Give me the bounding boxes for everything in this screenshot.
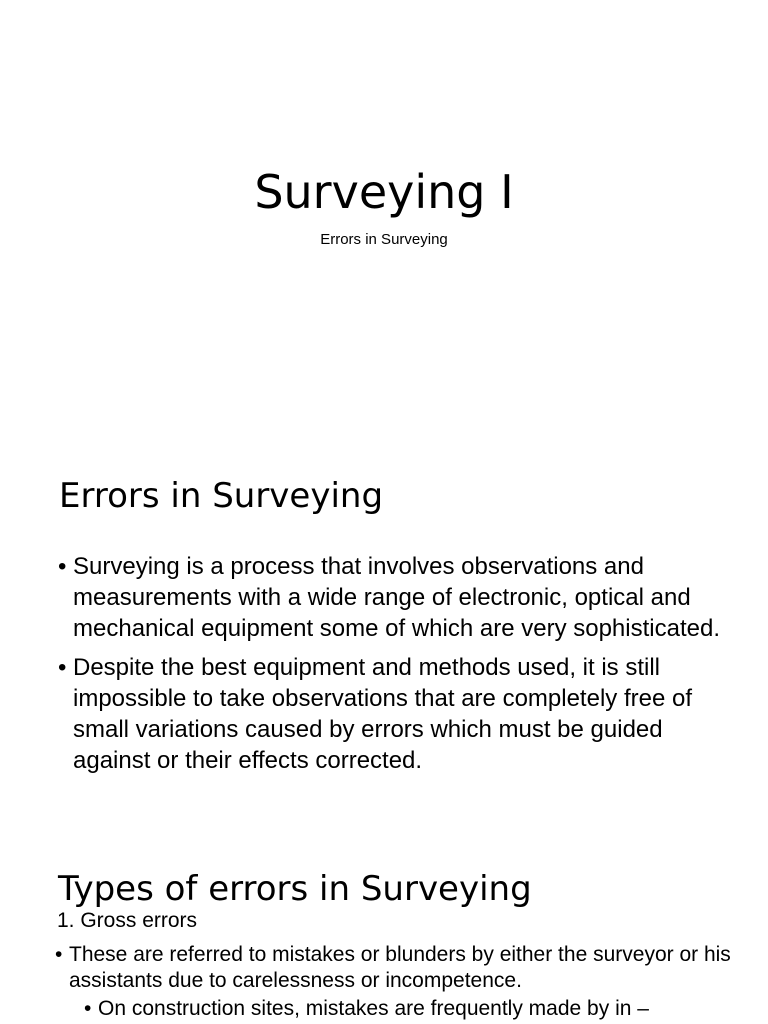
slide-2-bullet-list xyxy=(58,551,738,784)
slide-2-bullet-text: Despite the best equipment and methods used, it is still impossible to take observations that are completely free of small variations caused by errors which must be guided against or their effects corrected. xyxy=(73,654,692,774)
slide-1-subtitle: Errors in Surveying xyxy=(320,231,448,248)
slide-3-subheading: 1. Gross errors xyxy=(57,909,198,932)
slide-1-title: Surveying I xyxy=(254,165,514,219)
slide-2-title: Errors in Surveying xyxy=(59,476,384,516)
slide-3-subbullet-text: On construction sites, mistakes are frequently made by in – xyxy=(98,997,649,1020)
slide-3-title: Types of errors in Surveying xyxy=(58,869,532,909)
slide-3-bullet-item xyxy=(55,942,745,994)
slide-3-bullet-text: These are referred to mistakes or blunders by either the surveyor or his assistants due to carelessness or incompetence. xyxy=(69,943,731,992)
slide-2-bullet-item xyxy=(58,551,738,644)
bullet-marker: • xyxy=(84,997,92,1020)
bullet-marker: • xyxy=(58,654,67,681)
slide-3-subbullet-item xyxy=(84,996,744,1022)
bullet-marker: • xyxy=(58,553,67,580)
slide-2-bullet-text: Surveying is a process that involves observations and measurements with a wide range of electronic, optical and mechanical equipment some of which are very sophisticated. xyxy=(73,553,720,642)
bullet-marker: • xyxy=(55,943,63,966)
slide-2-bullet-item xyxy=(58,652,738,776)
